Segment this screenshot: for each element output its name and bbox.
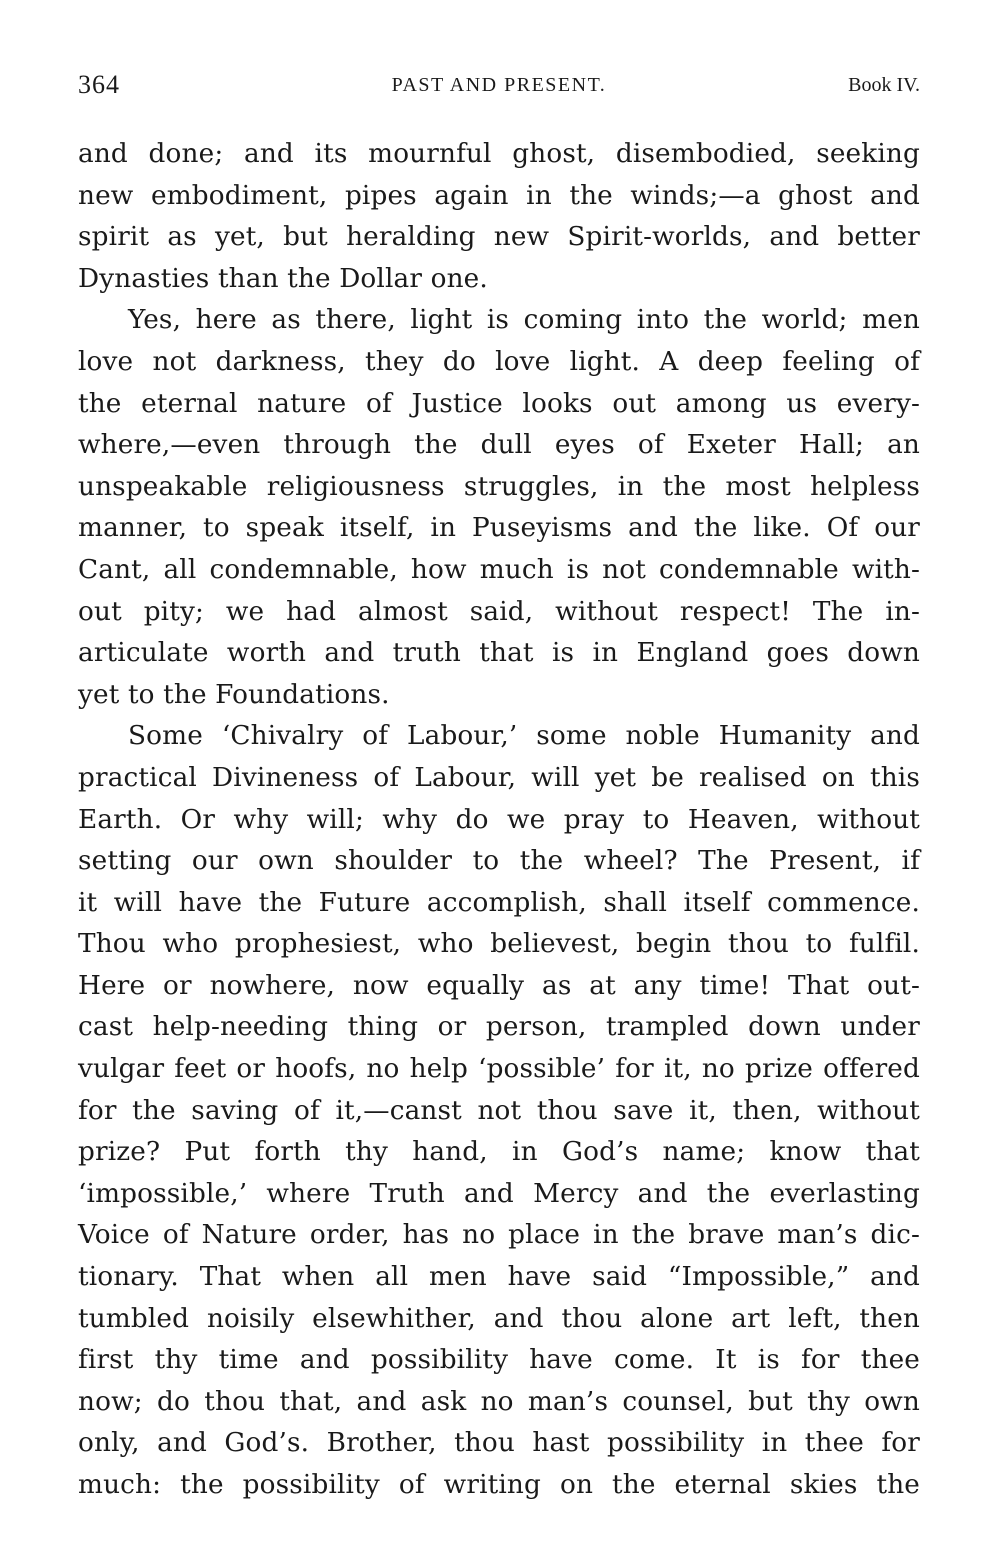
text-line: Dynasties than the Dollar one. <box>78 263 488 294</box>
text-line: the eternal nature of Justice looks out among us every- <box>78 388 920 419</box>
text-line: Here or nowhere, now equally as at any time! That out- <box>78 970 920 1001</box>
text-line: Thou who prophesiest, who believest, begin thou to fulfil. <box>78 929 920 960</box>
text-line: it will have the Future accomplish, shall itself commence. <box>78 887 920 918</box>
text-line: now; do thou that, and ask no man’s counsel, but thy own <box>78 1386 920 1417</box>
text-line: where,—even through the dull eyes of Exeter Hall; an <box>78 430 920 461</box>
text-line: setting our own shoulder to the wheel? The Present, if <box>78 846 920 877</box>
book-label: Book IV. <box>848 74 920 96</box>
running-title: PAST AND PRESENT. <box>391 74 607 96</box>
text-line: Yes, here as there, light is coming into the world; men <box>128 305 920 336</box>
text-line: new embodiment, pipes again in the winds;—a ghost and <box>78 180 920 211</box>
text-line: yet to the Foundations. <box>78 679 390 710</box>
running-head <box>78 70 920 106</box>
text-line: tumbled noisily elsewhither, and thou alone art left, then <box>78 1303 920 1334</box>
text-line: love not darkness, they do love light. A deep feeling of <box>78 346 920 377</box>
text-line: Voice of Nature order, has no place in the brave man’s dic- <box>78 1220 920 1251</box>
text-line: much: the possibility of writing on the eternal skies the <box>78 1470 920 1500</box>
text-line: Cant, all condemnable, how much is not condemnable with- <box>78 554 920 585</box>
text-line: and done; and its mournful ghost, disembodied, seeking <box>78 139 920 169</box>
text-line: cast help-needing thing or person, trampled down under <box>78 1012 920 1043</box>
paragraph <box>78 134 920 300</box>
text-line: prize? Put forth thy hand, in God’s name; know that <box>78 1137 920 1168</box>
text-line: Some ‘Chivalry of Labour,’ some noble Humanity and <box>128 721 920 752</box>
text-line: vulgar feet or hoofs, no help ‘possible’ for it, no prize offered <box>78 1054 920 1085</box>
text-line: unspeakable religiousness struggles, in the most helpless <box>78 471 920 502</box>
text-line: for the saving of it,—canst not thou save it, then, without <box>78 1095 920 1126</box>
text-line: manner, to speak itself, in Puseyisms and the like. Of our <box>78 513 920 544</box>
text-line: only, and God’s. Brother, thou hast possibility in thee for <box>78 1428 920 1459</box>
text-line: spirit as yet, but heralding new Spirit-worlds, and better <box>78 222 920 253</box>
paragraph <box>78 300 920 716</box>
paragraph <box>78 716 920 1506</box>
page-number: 364 <box>78 70 120 99</box>
text-line: articulate worth and truth that is in England goes down <box>78 638 920 669</box>
text-body <box>78 134 920 1507</box>
text-line: Earth. Or why will; why do we pray to Heaven, without <box>78 804 920 835</box>
text-line: practical Divineness of Labour, will yet be realised on this <box>78 762 920 793</box>
text-line: first thy time and possibility have come. It is for thee <box>78 1345 920 1376</box>
text-line: tionary. That when all men have said “Impossible,” and <box>78 1262 920 1293</box>
text-line: out pity; we had almost said, without respect! The in- <box>78 596 920 627</box>
text-line: ‘impossible,’ where Truth and Mercy and the everlasting <box>78 1178 920 1209</box>
